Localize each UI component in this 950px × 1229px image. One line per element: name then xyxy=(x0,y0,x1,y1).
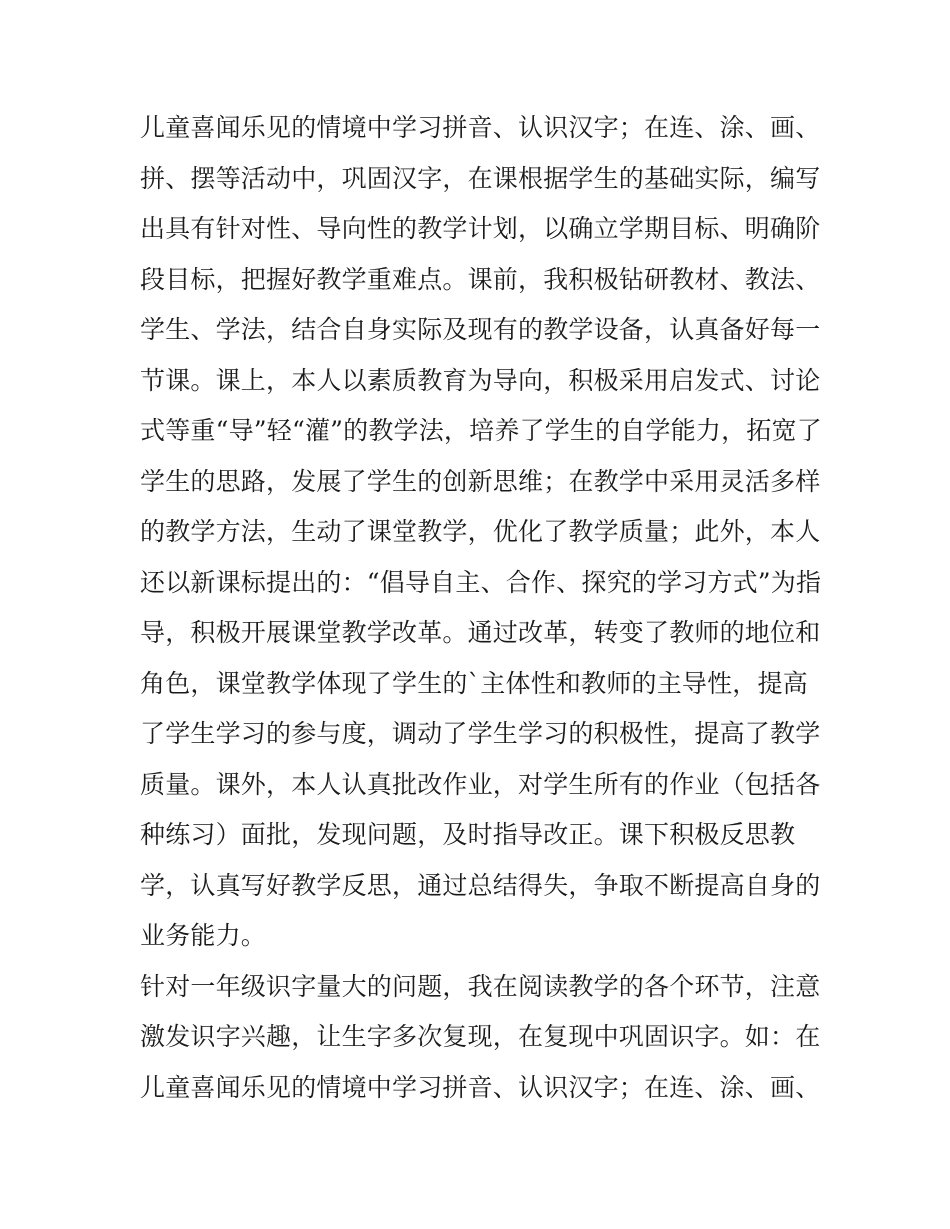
text-line: 学，认真写好教学反思，通过总结得失，争取不断提高自身的 xyxy=(140,870,821,900)
text-line: 的教学方法，生动了课堂教学，优化了教学质量；此外，本人 xyxy=(140,517,821,546)
text-line: 激发识字兴趣，让生字多次复现，在复现中巩固识字。如：在 xyxy=(140,1022,821,1051)
text-line: 拼、摆等活动中，巩固汉字，在课根据学生的基础实际，编写 xyxy=(140,163,821,193)
text-line: 导，积极开展课堂教学改革。通过改革，转变了教师的地位和 xyxy=(140,618,821,647)
text-line: 还以新课标提出的：“倡导自主、合作、探究的学习方式”为指 xyxy=(140,567,822,597)
text-line: 质量。课外，本人认真批改作业，对学生所有的作业（包括各 xyxy=(140,769,821,799)
text-line: 针对一年级识字量大的问题，我在阅读教学的各个环节，注意 xyxy=(140,971,821,1001)
text-line: 学生的思路，发展了学生的创新思维；在教学中采用灵活多样 xyxy=(140,466,821,496)
text-line: 学生、学法，结合自身实际及现有的教学设备，认真备好每一 xyxy=(140,315,821,344)
text-line: 节课。课上，本人以素质教育为导向，积极采用启发式、讨论 xyxy=(140,365,821,395)
text-line: 出具有针对性、导向性的教学计划，以确立学期目标、明确阶 xyxy=(140,214,821,243)
text-line: 儿童喜闻乐见的情境中学习拼音、认识汉字；在连、涂、画、 xyxy=(140,113,821,142)
text-line: 了学生学习的参与度，调动了学生学习的积极性，提高了教学 xyxy=(140,719,821,748)
text-line: 段目标，把握好教学重难点。课前，我积极钻研教材、教法、 xyxy=(140,264,821,294)
text-line: 式等重“导”轻“灌”的教学法，培养了学生的自学能力，拓宽了 xyxy=(140,416,822,445)
text-line: 种练习）面批，发现问题，及时指导改正。课下积极反思教 xyxy=(140,820,796,849)
text-line: 角色，课堂教学体现了学生的`主体性和教师的主导性，提高 xyxy=(140,668,808,698)
text-line: 业务能力。 xyxy=(140,921,267,950)
body-text xyxy=(140,103,820,1113)
text-line: 儿童喜闻乐见的情境中学习拼音、认识汉字；在连、涂、画、 xyxy=(140,1072,821,1102)
